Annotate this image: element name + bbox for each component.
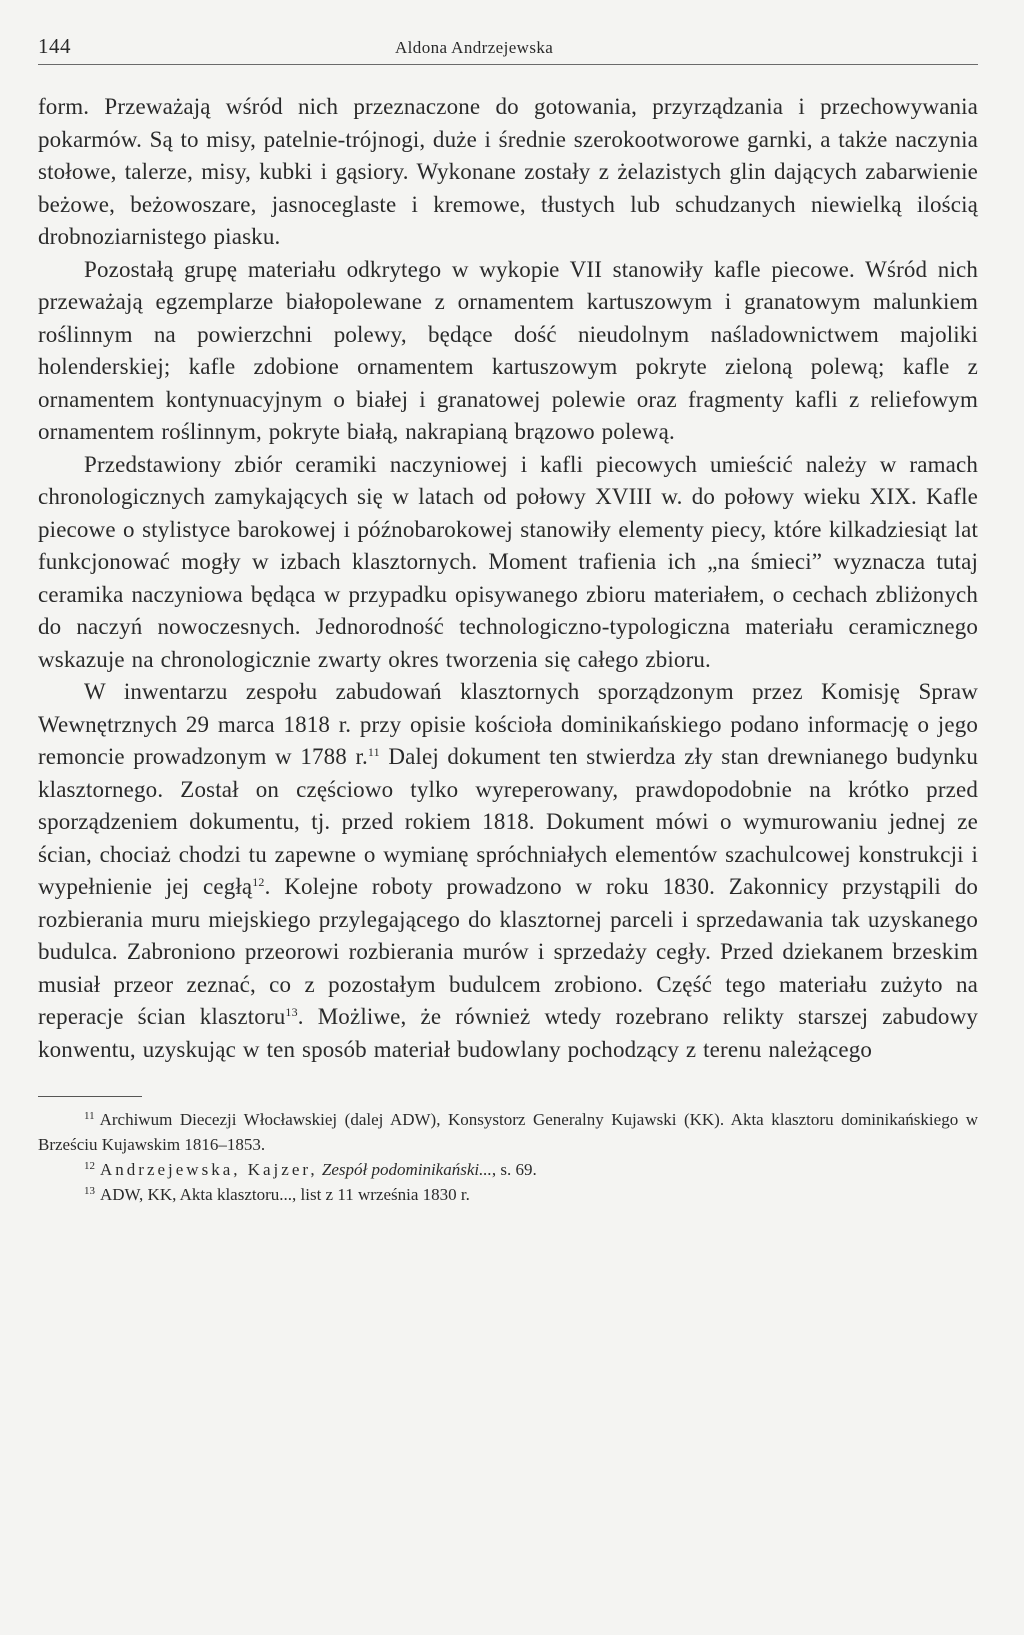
paragraph-2: Pozostałą grupę materiału odkrytego w wykopie VII stanowiły kafle piecowe. Wśród nich przeważają egzemplarze białopolewane z ornamentem kartuszowym i granatowym malunkiem roślinnym na powierzchni polewy, będące dość nieudolnym naśladownictwem majoliki holenderskiej; kafle zdobione ornamentem kartuszowym pokryte zieloną polewą; kafle z ornamentem kontynuacyjnym o białej i granatowej polewie oraz fragmenty kafli z reliefowym ornamentem roślinnym, pokryte białą, nakrapianą brązowo polewą. — [38, 256, 978, 444]
footnote-12-mark: 12 — [84, 1160, 95, 1172]
page-number: 144 — [38, 34, 71, 58]
footnote-12 — [38, 1157, 978, 1182]
page-header — [38, 30, 978, 65]
footnotes — [38, 1107, 978, 1207]
footnote-13 — [38, 1182, 978, 1207]
paragraph-3: Przedstawiony zbiór ceramiki naczyniowej i kafli piecowych umieścić należy w ramach chronologicznych zamykających się w latach od połowy XVIII w. do połowy wieku XIX. Kafle piecowe o stylistyce barokowej i późnobarokowej stanowiły elementy piecy, które kilkadziesiąt lat funkcjonować mogły w izbach klasztornych. Moment trafienia ich „na śmieci” wyznacza tutaj ceramika naczyniowa będąca w przypadku opisywanego zbioru materiałem, o cechach zbliżonych do naczyń nowoczesnych. Jednorodność technologiczno-typologiczna materiału ceramicznego wskazuje na chronologicznie zwarty okres tworzenia się całego zbioru. — [38, 451, 978, 672]
footnote-12-author: Andrzejewska, Kajzer, — [100, 1160, 318, 1179]
document-page — [38, 30, 978, 1207]
paragraph-4-part-1: W inwentarzu zespołu zabudowań klasztornych sporządzonym przez Komisję Spraw Wewnętrznych 29 marca 1818 r. przy opisie kościoła dominikańskiego podano informację o jego remoncie prowadzonym w 1788 r. — [38, 679, 978, 769]
footnote-divider — [38, 1096, 142, 1097]
footnote-11-mark: 11 — [84, 1110, 95, 1122]
footnote-11-text: Archiwum Diecezji Włocławskiej (dalej ADW), Konsystorz Generalny Kujawski (KK). Akta klasztoru dominikańskiego w Brześciu Kujawskim 1816–1853. — [38, 1110, 978, 1154]
footnote-13-text: ADW, KK, Akta klasztoru..., list z 11 września 1830 r. — [100, 1185, 470, 1204]
body-text — [38, 91, 978, 1066]
running-head: Aldona Andrzejewska — [395, 38, 554, 57]
paragraph-4-part-2: Dalej dokument ten stwierdza zły stan drewnianego budynku klasztornego. Został on częściowo tylko wyreperowany, prawdopodobnie na krótko przed sporządzeniem dokumentu, tj. przed rokiem 1818. Dokument mówi o wymurowaniu jednej ze ścian, chociaż chodzi tu zapewne o wymianę spróchniałych elementów szachulcowej konstrukcji i wypełnienie jej cegłą — [38, 744, 978, 899]
paragraph-4-part-4: . Możliwe, że również wtedy rozebrano relikty starszej zabudowy konwentu, uzyskując w ten sposób materiał budowlany pochodzący z terenu należącego — [38, 1004, 978, 1062]
footnote-ref-12: 12 — [252, 875, 265, 889]
footnote-ref-11: 11 — [367, 745, 380, 759]
footnote-13-mark: 13 — [84, 1185, 95, 1197]
footnote-ref-13: 13 — [285, 1005, 298, 1019]
paragraph-1: form. Przeważają wśród nich przeznaczone do gotowania, przyrządzania i przechowywania pokarmów. Są to misy, patelnie-trójnogi, duże i średnie szerokootworowe garnki, a także naczynia stołowe, talerze, misy, kubki i gąsiory. Wykonane zostały z żelazistych glin dających zabarwienie beżowe, beżowoszare, jasnoceglaste i kremowe, tłustych lub schudzanych niewielką ilością drobnoziarnistego piasku. — [38, 94, 978, 249]
footnote-12-rest: , s. 69. — [491, 1160, 537, 1179]
paragraph-4-part-3: . Kolejne roboty prowadzono w roku 1830. Zakonnicy przystąpili do rozbierania muru miejskiego przylegającego do klasztornej parceli i sprzedawania tak uzyskanego budulca. Zabroniono przeorowi rozbierania murów i sprzedaży cegły. Przed dziekanem brzeskim musiał przeor zeznać, co z pozostałym budulcem zrobiono. Część tego materiału zużyto na reperacje ścian klasztoru — [38, 874, 978, 1029]
footnote-11 — [38, 1107, 978, 1157]
footnote-12-title: Zespół podominikański... — [321, 1160, 492, 1179]
paragraph-4 — [38, 676, 978, 1066]
